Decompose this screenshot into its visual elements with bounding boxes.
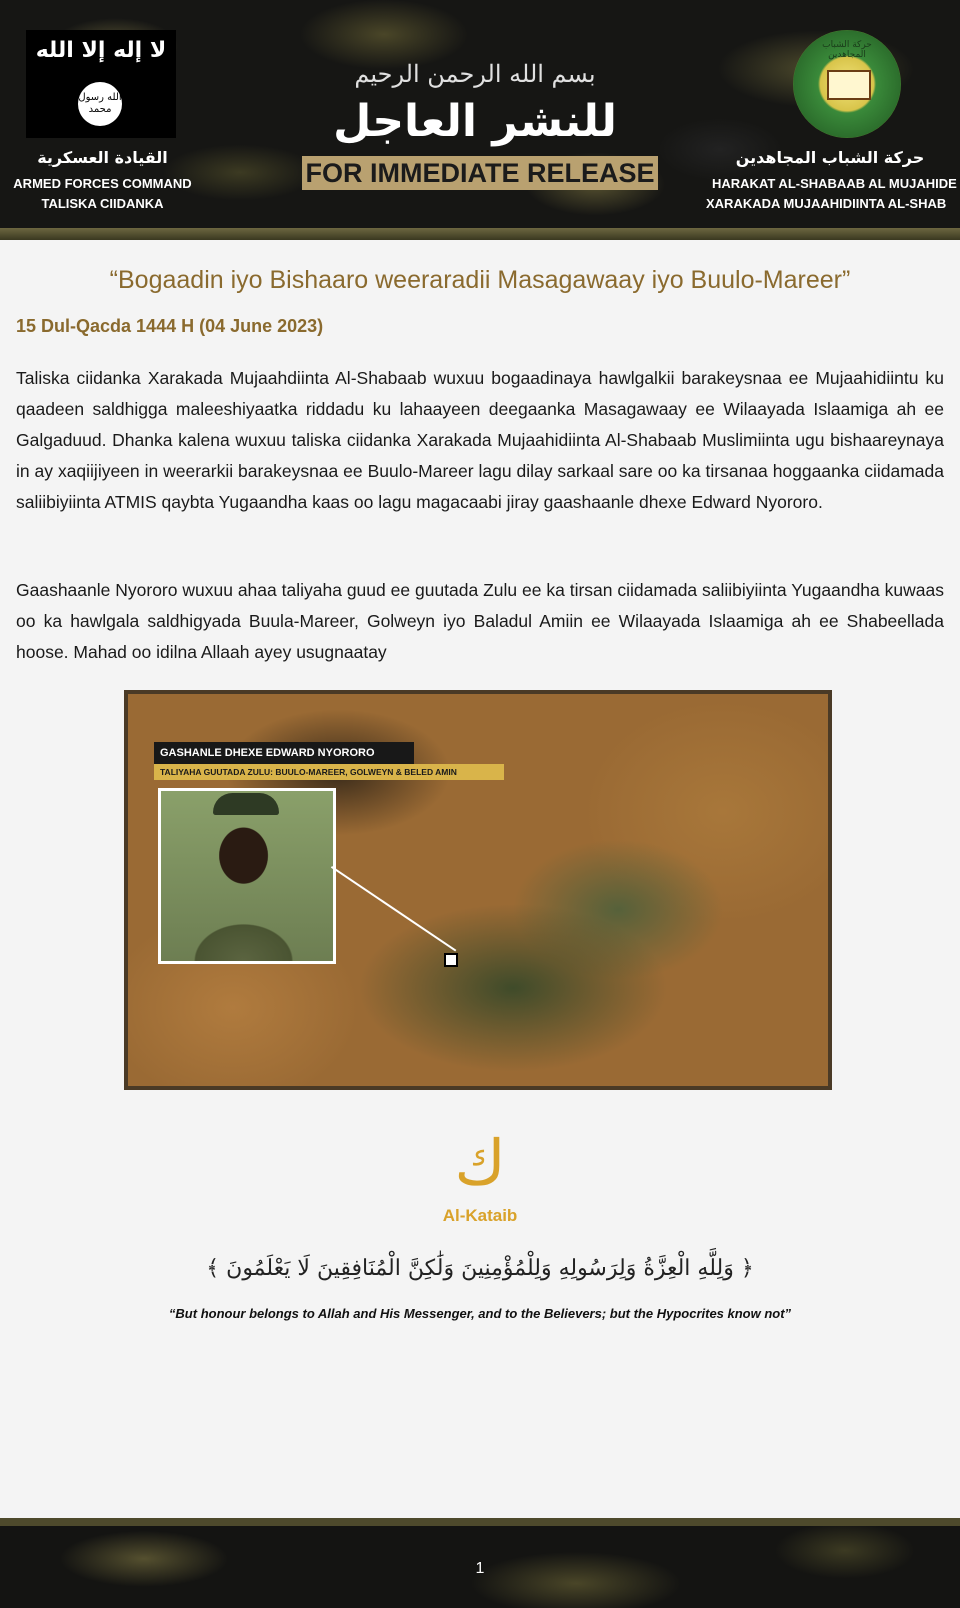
seal-text: الله رسول محمد (78, 92, 122, 115)
quran-verse: ﴿ وَلِلَّهِ الْعِزَّةُ وَلِرَسُولِهِ وَلِلْمُؤْمِنِينَ وَلَٰكِنَّ الْمُنَافِقِينَ لَا يَعْلَمُونَ ﴾ (206, 1256, 754, 1281)
news-photo (124, 690, 832, 1090)
pointer-line (331, 866, 456, 952)
document-date: 15 Dul-Qacda 1444 H (04 June 2023) (16, 316, 324, 336)
command-english: ARMED FORCES COMMAND (13, 176, 192, 191)
page-number: 1 (475, 1560, 485, 1577)
photo-caption-name: GASHANLE DHEXE EDWARD NYORORO (154, 742, 414, 764)
command-somali: TALISKA CIIDANKA (41, 196, 164, 211)
beret-shape (213, 793, 279, 815)
emblem-text: حركة الشباب المجاهدين (822, 40, 872, 60)
al-kataib-name: Al-Kataib (442, 1206, 518, 1225)
release-badge: FOR IMMEDIATE RELEASE (302, 156, 658, 190)
verse-translation: “But honour belongs to Allah and His Messenger, and to the Believers; but the Hypocrites know not” (168, 1306, 792, 1321)
seal-icon (78, 82, 122, 126)
photo-caption-role: TALIYAHA GUUTADA ZULU: BUULO-MAREER, GOLWEYN & BELED AMIN (154, 764, 504, 780)
pointer-marker (444, 953, 458, 967)
al-kataib-logo: ك (454, 1126, 506, 1199)
body-paragraph-1: Taliska ciidanka Xarakada Mujaahdiinta Al-Shabaab wuxuu bogaadinaya hawlgalkii barakeysnaa ee Mujaahidiintu ku qaadeen saldhigga maleeshiyaatka riddadu ku lahaayeen deegaanka Masagawaay ee Wilaayada Islaamiga ah ee Galgaduud. Dhanka kalena wuxuu taliska ciidanka Xarakada Mujaahidiinta Al-Shabaab Muslimiinta ugu bishaareynaya in ay xaqiijiyeen in weerarkii barakeysnaa ee Buulo-Mareer lagu dilay sarkaal sare oo ka tirsanaa hoggaanka ciidamada saliibiyiinta ATMIS qaybta Yugaandha kaas oo lagu magacaabi jiray gaashaanle dhexe Edward Nyororo. (16, 368, 944, 512)
group-arabic: حركة الشباب المجاهدين (735, 148, 925, 167)
group-english: HARAKAT AL-SHABAAB AL MUJAHIDE (712, 176, 957, 191)
portrait-inset (158, 788, 336, 964)
header-banner (0, 0, 960, 230)
book-icon (827, 70, 871, 100)
body-paragraph-2: Gaashaanle Nyororo wuxuu ahaa taliyaha guud ee guutada Zulu ee ka tirsan ciidamada saliibiyiinta Yugaandha kuwaas oo ka hawlgala saldhigyada Buula-Mareer, Golweyn iyo Baladul Amiin ee Wilaayada Islaamiga ah ee Shabeellada hoose. Mahad oo idilna Allaah ayey usugnaatay (16, 580, 944, 662)
command-arabic: القيادة العسكرية (37, 148, 168, 167)
emblem-logo (793, 30, 901, 138)
bismillah: بسم الله الرحمن الرحيم (354, 60, 596, 88)
black-flag-logo (26, 30, 176, 138)
footer-banner (0, 1518, 960, 1608)
header-divider (0, 228, 960, 240)
flag-script: لا إله إلا الله (35, 38, 167, 63)
release-arabic: للنشر العاجل (333, 96, 617, 147)
group-somali: XARAKADA MUJAAHIDIINTA AL-SHAB (706, 196, 947, 211)
document-title: “Bogaadin iyo Bishaaro weeraradii Masagawaay iyo Buulo-Mareer” (109, 266, 851, 294)
